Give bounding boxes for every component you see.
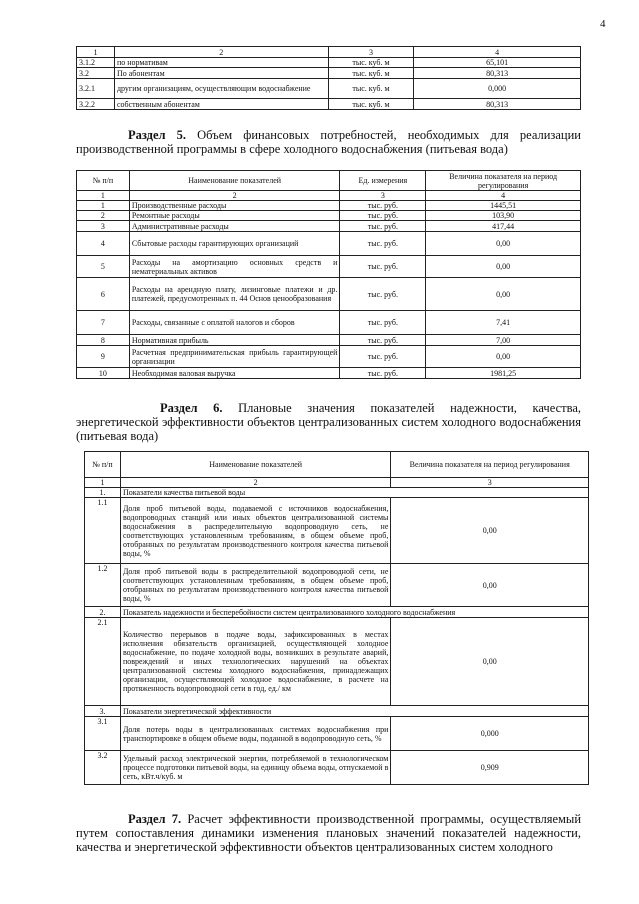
row-value: 80,313 <box>414 68 581 79</box>
table-group-row <box>85 488 589 498</box>
row-name: По абонентам <box>114 68 328 79</box>
row-value: 0,000 <box>391 717 589 751</box>
row-name: Доля проб питьевой воды, подаваемой с источников водоснабжения, водопроводных станций или иных объектов централизованной системы водоснабжения в распределительную водопроводную сеть, не соответствующих установленным требованиям, в общем объеме проб, отобранных по результатам производственного контроля качества питьевой воды, % <box>120 498 390 564</box>
row-value: 0,00 <box>426 278 581 311</box>
table-index-row <box>77 47 581 58</box>
index-cell: 4 <box>414 47 581 58</box>
index-cell: 2 <box>129 191 340 201</box>
column-header: Наименование показателей <box>120 452 390 478</box>
index-cell: 2 <box>114 47 328 58</box>
row-number: 2.1 <box>85 618 121 706</box>
row-unit: тыс. руб. <box>340 368 426 379</box>
row-name: другим организациям, осуществляющим водоснабжение <box>114 79 328 99</box>
section-6-heading <box>76 401 581 443</box>
group-number: 2. <box>85 607 121 618</box>
row-number: 3.1.2 <box>77 58 115 68</box>
column-header: Наименование показателей <box>129 171 340 191</box>
section-7-label: Раздел 7. <box>128 812 182 826</box>
table-header-row <box>77 171 581 191</box>
table-row <box>77 79 581 99</box>
row-unit: тыс. руб. <box>340 335 426 346</box>
row-name: собственным абонентам <box>114 99 328 110</box>
group-name: Показатели энергетической эффективности <box>120 706 588 717</box>
row-unit: тыс. куб. м <box>328 79 414 99</box>
index-cell: 3 <box>340 191 426 201</box>
row-name: Административные расходы <box>129 221 340 232</box>
row-number: 3.2 <box>77 68 115 79</box>
index-cell: 1 <box>77 191 130 201</box>
section-5-title: Объем финансовых потребностей, необходимых для реализации производственной программы в сфере холодного водоснабжения (питьевая вода) <box>76 128 581 156</box>
index-cell: 2 <box>120 478 390 488</box>
row-value: 7,41 <box>426 311 581 335</box>
section-6-title: Плановые значения показателей надежности, качества, энергетической эффективности объектов централизованных систем холодного водоснабжения (питьевая вода) <box>76 401 581 443</box>
row-name: Необходимая валовая выручка <box>129 368 340 379</box>
index-cell: 3 <box>328 47 414 58</box>
row-number: 4 <box>77 232 130 256</box>
row-number: 3.1 <box>85 717 121 751</box>
row-unit: тыс. руб. <box>340 211 426 221</box>
index-cell: 4 <box>426 191 581 201</box>
index-cell: 1 <box>85 478 121 488</box>
volume-table <box>76 46 581 110</box>
group-number: 3. <box>85 706 121 717</box>
row-value: 7,00 <box>426 335 581 346</box>
row-number: 1.1 <box>85 498 121 564</box>
row-unit: тыс. руб. <box>340 201 426 211</box>
table-row <box>77 311 581 335</box>
row-name: Доля проб питьевой воды в распределительной водопроводной сети, не соответствующих установленным требованиям, в общем объеме проб, отобранных по результатам производственного контроля качества питьевой воды, % <box>120 564 390 607</box>
row-number: 3.2.2 <box>77 99 115 110</box>
row-unit: тыс. руб. <box>340 278 426 311</box>
row-unit: тыс. руб. <box>340 311 426 335</box>
row-name: Нормативная прибыль <box>129 335 340 346</box>
row-name: Удельный расход электрической энергии, потребляемой в технологическом процессе подготовки питьевой воды, на единицу объема воды, отпускаемой в сеть, кВт.ч/куб. м <box>120 751 390 785</box>
table-group-row <box>85 706 589 717</box>
index-cell: 3 <box>391 478 589 488</box>
row-number: 1.2 <box>85 564 121 607</box>
row-unit: тыс. руб. <box>340 221 426 232</box>
row-name: Ремонтные расходы <box>129 211 340 221</box>
table-row <box>85 717 589 751</box>
table-group-row <box>85 607 589 618</box>
section-5-heading <box>76 128 581 156</box>
table-row <box>77 335 581 346</box>
table-row <box>77 278 581 311</box>
reliability-indicators-table <box>84 451 589 785</box>
row-name: Расходы на амортизацию основных средств и нематериальных активов <box>129 256 340 278</box>
group-name: Показатели качества питьевой воды <box>120 488 588 498</box>
table-row <box>85 564 589 607</box>
table-row <box>77 58 581 68</box>
table-row <box>85 751 589 785</box>
table-row <box>77 201 581 211</box>
section-7-title: Расчет эффективности производственной программы, осуществляемый путем сопоставления динамики изменения плановых значений показателей надежности, качества и энергетической эффективности объектов централизованных систем холодного <box>76 812 582 854</box>
row-number: 3.2.1 <box>77 79 115 99</box>
row-number: 2 <box>77 211 130 221</box>
table-header-row <box>85 452 589 478</box>
table-index-row <box>77 191 581 201</box>
section-6-label: Раздел 6. <box>160 401 223 415</box>
row-value: 65,101 <box>414 58 581 68</box>
row-number: 5 <box>77 256 130 278</box>
row-value: 0,00 <box>391 564 589 607</box>
table-index-row <box>85 478 589 488</box>
row-name: Сбытовые расходы гарантирующих организаций <box>129 232 340 256</box>
row-name: Производственные расходы <box>129 201 340 211</box>
column-header: Величина показателя на период регулирования <box>426 171 581 191</box>
row-name: по нормативам <box>114 58 328 68</box>
page-number: 4 <box>600 18 606 30</box>
column-header: Величина показателя на период регулирования <box>391 452 589 478</box>
column-header: № п/п <box>85 452 121 478</box>
row-number: 8 <box>77 335 130 346</box>
row-name: Расчетная предпринимательская прибыль гарантирующей организации <box>129 346 340 368</box>
row-number: 10 <box>77 368 130 379</box>
financial-needs-table <box>76 170 581 379</box>
row-name: Количество перерывов в подаче воды, зафиксированных в местах исполнения обязательств организацией, осуществляющей холодное водоснабжение, по подаче холодной воды, возникших в результате аварий, повреждений и иных технологических нарушений на объектах централизованной системы холодного водоснабжения, принадлежащих организации, осуществляющей холодное водоснабжение, в расчете на протяженность водопроводной сети в год, ед./ км <box>120 618 390 706</box>
row-number: 9 <box>77 346 130 368</box>
row-value: 0,00 <box>426 256 581 278</box>
table-row <box>77 68 581 79</box>
row-number: 7 <box>77 311 130 335</box>
row-value: 0,00 <box>426 346 581 368</box>
row-value: 0,00 <box>426 232 581 256</box>
row-number: 3 <box>77 221 130 232</box>
group-number: 1. <box>85 488 121 498</box>
row-value: 103,90 <box>426 211 581 221</box>
row-unit: тыс. куб. м <box>328 99 414 110</box>
row-unit: тыс. руб. <box>340 346 426 368</box>
row-name: Доля потерь воды в централизованных системах водоснабжения при транспортировке в общем объеме воды, поданной в водопроводную сеть, % <box>120 717 390 751</box>
row-value: 1445,51 <box>426 201 581 211</box>
row-number: 6 <box>77 278 130 311</box>
section-7-heading <box>76 812 581 854</box>
column-header: Ед. измерения <box>340 171 426 191</box>
table-row <box>85 498 589 564</box>
row-name: Расходы, связанные с оплатой налогов и сборов <box>129 311 340 335</box>
row-value: 0,00 <box>391 618 589 706</box>
group-name: Показатель надежности и бесперебойности систем централизованного холодного водоснабжения <box>120 607 588 618</box>
row-number: 1 <box>77 201 130 211</box>
row-value: 80,313 <box>414 99 581 110</box>
table-row <box>77 232 581 256</box>
index-cell: 1 <box>77 47 115 58</box>
row-value: 417,44 <box>426 221 581 232</box>
row-unit: тыс. куб. м <box>328 58 414 68</box>
table-row <box>77 221 581 232</box>
row-unit: тыс. куб. м <box>328 68 414 79</box>
row-unit: тыс. руб. <box>340 232 426 256</box>
row-name: Расходы на арендную плату, лизинговые платежи и др. платежей, предусмотренных п. 44 Основ ценообразования <box>129 278 340 311</box>
row-value: 0,000 <box>414 79 581 99</box>
row-value: 0,909 <box>391 751 589 785</box>
row-number: 3.2 <box>85 751 121 785</box>
section-5-label: Раздел 5. <box>128 128 187 142</box>
row-value: 1981,25 <box>426 368 581 379</box>
row-value: 0,00 <box>391 498 589 564</box>
table-row <box>77 346 581 368</box>
row-unit: тыс. руб. <box>340 256 426 278</box>
table-row <box>77 256 581 278</box>
column-header: № п/п <box>77 171 130 191</box>
table-row <box>77 368 581 379</box>
table-row <box>77 99 581 110</box>
table-row <box>85 618 589 706</box>
table-row <box>77 211 581 221</box>
